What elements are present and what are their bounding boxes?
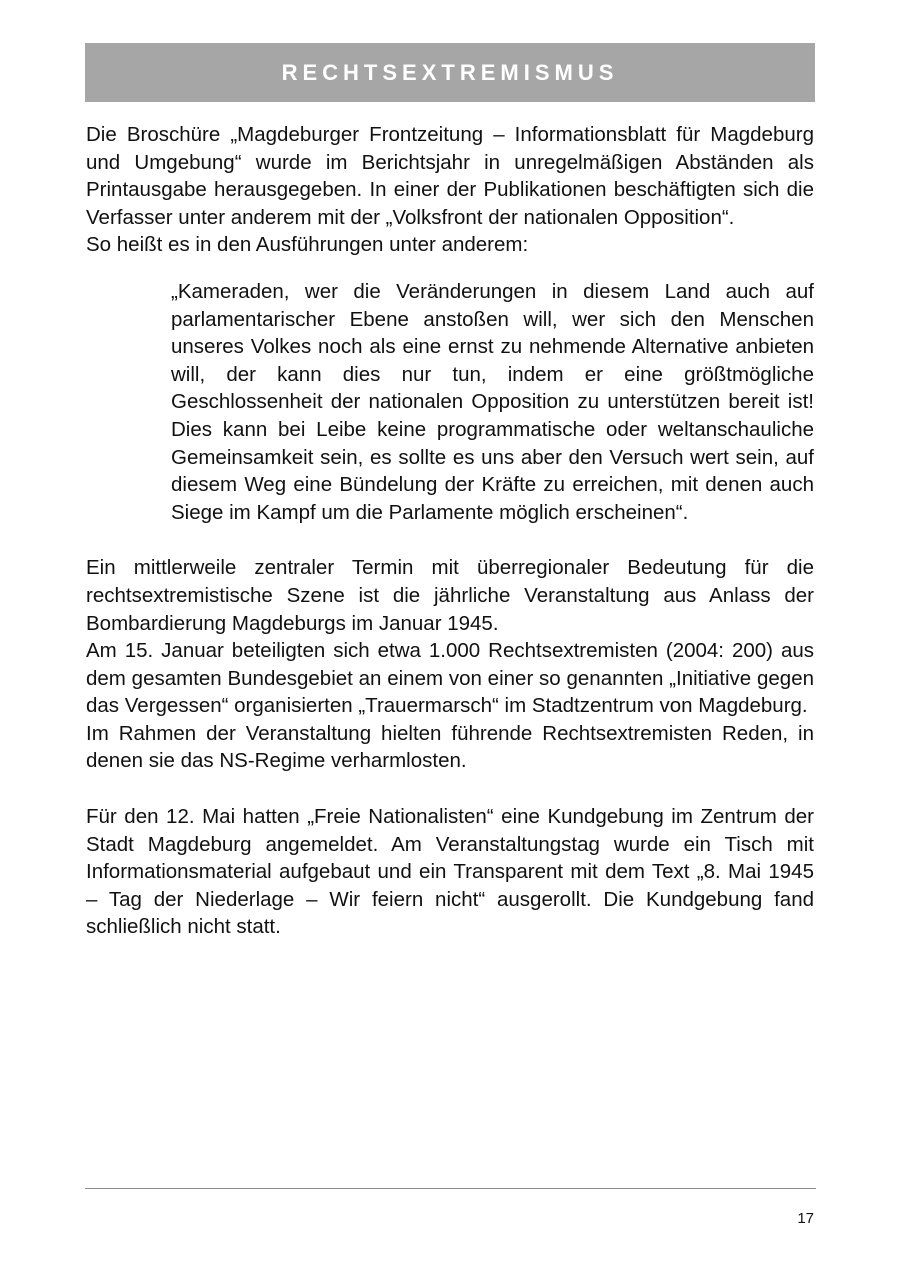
document-body: [86, 121, 814, 941]
paragraph-event-detail: Am 15. Januar beteiligten sich etwa 1.000 Rechtsextremisten (2004: 200) aus dem gesamten Bundesgebiet an einem von einer so genannten „Initiative gegen das Vergessen“ organisierten „Trauermarsch“ im Stadtzentrum von Magdeburg.: [86, 639, 814, 718]
paragraph-intro: Die Broschüre „Magdeburger Frontzeitung – Informationsblatt für Magdeburg und Umgebung“ wurde im Berichtsjahr in unregelmäßigen Abständen als Printausgabe herausgegeben. In einer der Publikationen beschäftigten sich die Verfasser unter anderem mit der „Volksfront der nationalen Opposition“.: [86, 123, 814, 229]
footer-divider: [85, 1188, 816, 1189]
paragraph-may-event: Für den 12. Mai hatten „Freie Nationalisten“ eine Kundgebung im Zentrum der Stadt Magdeburg angemeldet. Am Veranstaltungstag wurde ein Tisch mit Informationsmaterial aufgebaut und ein Transparent mit dem Text „8. Mai 1945 – Tag der Niederlage – Wir feiern nicht“ ausgerollt. Die Kundgebung fand schließlich nicht statt.: [86, 805, 814, 939]
paragraph-event-intro: Ein mittlerweile zentraler Termin mit überregionaler Bedeutung für die rechtsextremistische Szene ist die jährliche Veranstaltung aus Anlass der Bombardierung Magdeburgs im Januar 1945.: [86, 556, 814, 635]
paragraph-event-speeches: Im Rahmen der Veranstaltung hielten führende Rechtsextremisten Reden, in denen sie das NS-Regime verharmlosten.: [86, 721, 814, 773]
block-quote: „Kameraden, wer die Veränderungen in diesem Land auch auf parlamentarischer Ebene anstoßen will, wer sich den Menschen unseres Volkes noch als eine ernst zu nehmende Alternative anbieten will, der kann dies nur tun, indem er eine größtmögliche Geschlossenheit der nationalen Opposition zu unterstützen bereit ist! Dies kann bei Leibe keine programmatische oder weltanschauliche Gemeinsamkeit sein, es sollte es uns aber den Versuch wert sein, auf diesem Weg eine Bündelung der Kräfte zu erreichen, mit denen auch Siege im Kampf um die Parlamente möglich erscheinen“.: [171, 279, 814, 524]
section-title: RECHTSEXTREMISMUS: [281, 59, 619, 85]
section-header-bar: [85, 43, 815, 102]
page-number: 17: [797, 1210, 814, 1227]
paragraph-quote-lead: So heißt es in den Ausführungen unter anderem:: [86, 233, 529, 257]
